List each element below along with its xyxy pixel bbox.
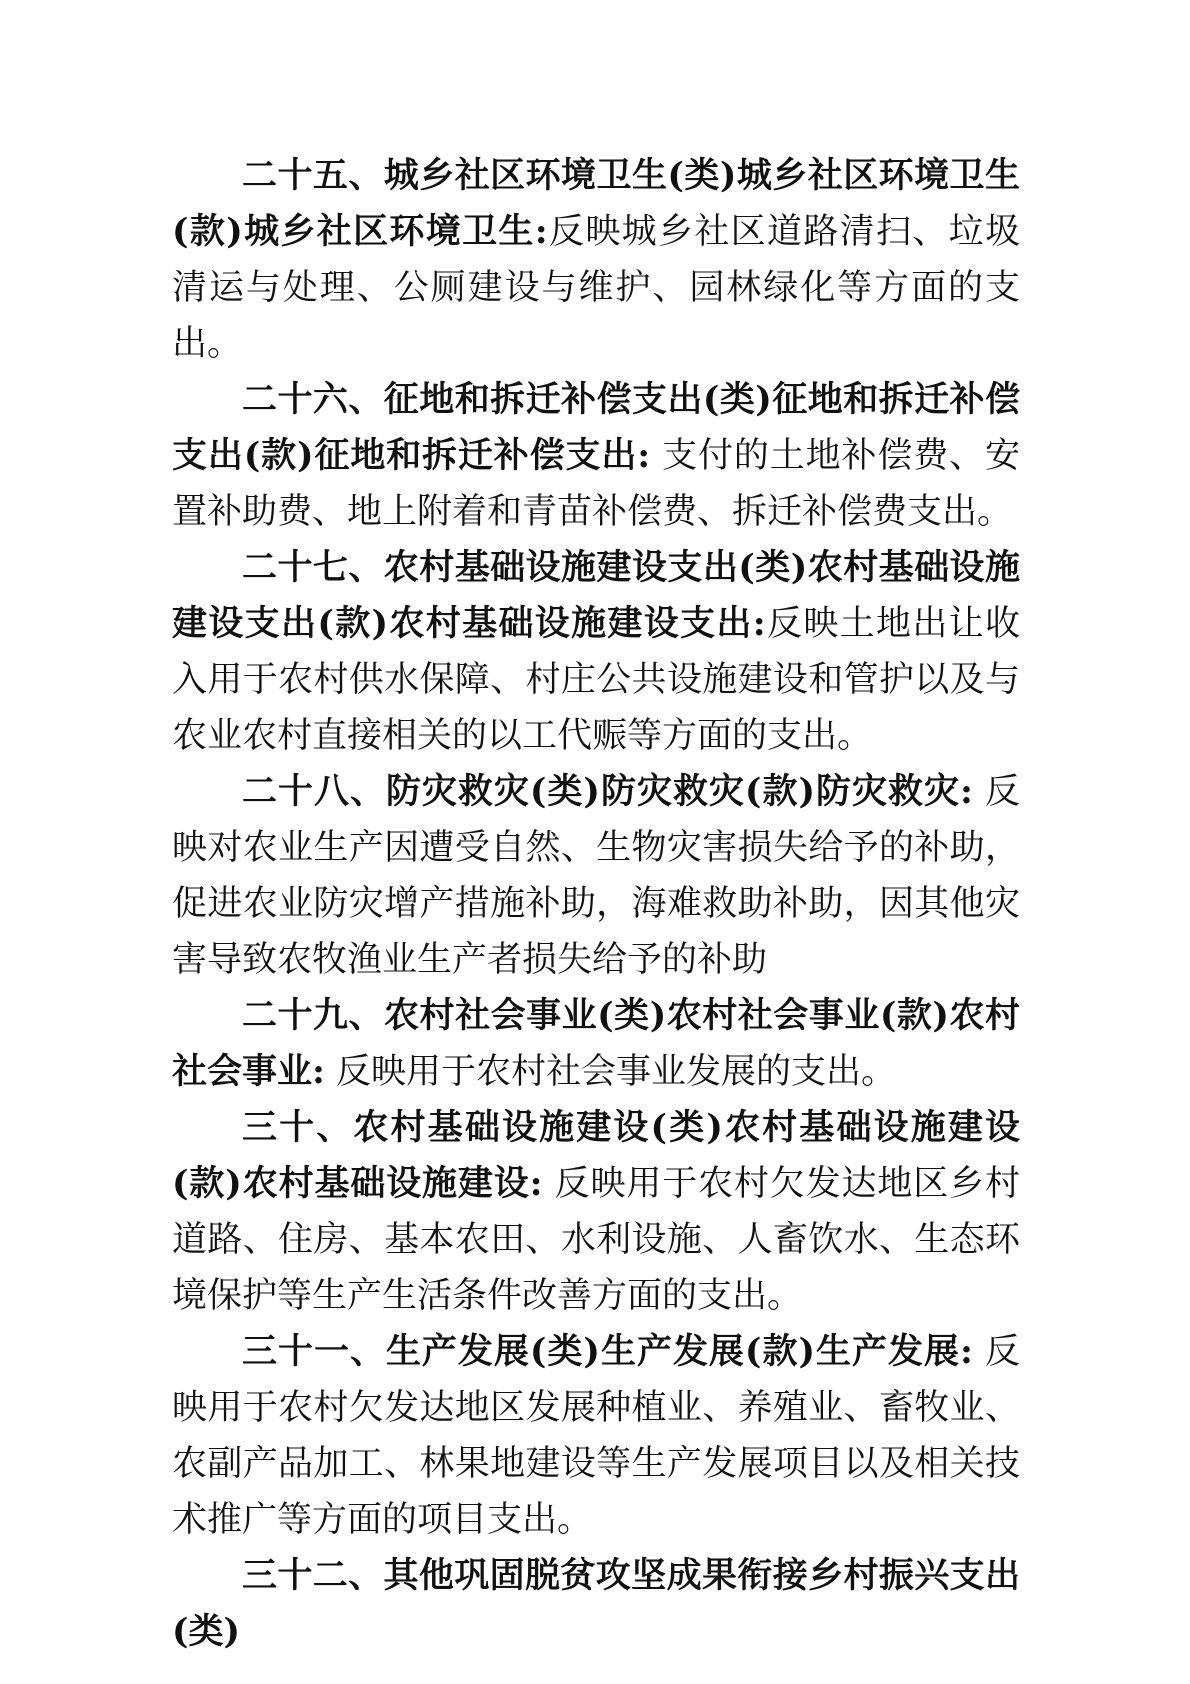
paragraph-31 — [172, 1324, 1020, 1548]
paragraph-heading: 三十一、生产发展(类)生产发展(款)生产发展: — [242, 1331, 973, 1372]
paragraph-29 — [172, 988, 1020, 1100]
paragraph-heading: 二十九、农村社会事业(类)农村社会事业(款)农村社会事业: — [172, 995, 1020, 1092]
paragraph-text: 反映土地出让收入用于农村供水保障、村庄公共设施建设和管护以及与农业农村直接相关的以工代赈等方面的支出。 — [172, 604, 1020, 756]
paragraph-26 — [172, 372, 1020, 540]
paragraph-text: 反映用于农村欠发达地区乡村道路、住房、基本农田、水利设施、人畜饮水、生态环境保护等生产生活条件改善方面的支出。 — [172, 1164, 1020, 1316]
paragraph-heading: 二十五、城乡社区环境卫生(类)城乡社区环境卫生(款)城乡社区环境卫生: — [172, 155, 1020, 252]
paragraph-heading: 二十八、防灾救灾(类)防灾救灾(款)防灾救灾: — [242, 771, 973, 812]
document-body — [172, 148, 1020, 1660]
paragraph-text: 支付的土地补偿费、安置补助费、地上附着和青苗补偿费、拆迁补偿费支出。 — [172, 436, 1020, 532]
paragraph-heading: 三十、农村基础设施建设(类)农村基础设施建设(款)农村基础设施建设: — [172, 1107, 1020, 1204]
paragraph-30 — [172, 1100, 1020, 1324]
paragraph-28 — [172, 764, 1020, 988]
paragraph-32 — [172, 1548, 1020, 1660]
paragraph-text: 反映用于农村欠发达地区发展种植业、养殖业、畜牧业、农副产品加工、林果地建设等生产发展项目以及相关技术推广等方面的项目支出。 — [172, 1332, 1020, 1540]
paragraph-27 — [172, 540, 1020, 764]
paragraph-heading: 二十七、农村基础设施建设支出(类)农村基础设施建设支出(款)农村基础设施建设支出: — [172, 547, 1020, 644]
paragraph-25 — [172, 148, 1020, 372]
paragraph-heading: 三十二、其他巩固脱贫攻坚成果衔接乡村振兴支出(类) — [172, 1555, 1020, 1652]
paragraph-text: 反映用于农村社会事业发展的支出。 — [324, 1052, 897, 1092]
paragraph-text: 反映城乡社区道路清扫、垃圾清运与处理、公厕建设与维护、园林绿化等方面的支出。 — [172, 212, 1020, 364]
paragraph-text: 反映对农业生产因遭受自然、生物灾害损失给予的补助，促进农业防灾增产措施补助，海难救助补助，因其他灾害导致农牧渔业生产者损失给予的补助 — [172, 772, 1020, 980]
paragraph-heading: 二十六、征地和拆迁补偿支出(类)征地和拆迁补偿支出(款)征地和拆迁补偿支出: — [172, 379, 1020, 476]
